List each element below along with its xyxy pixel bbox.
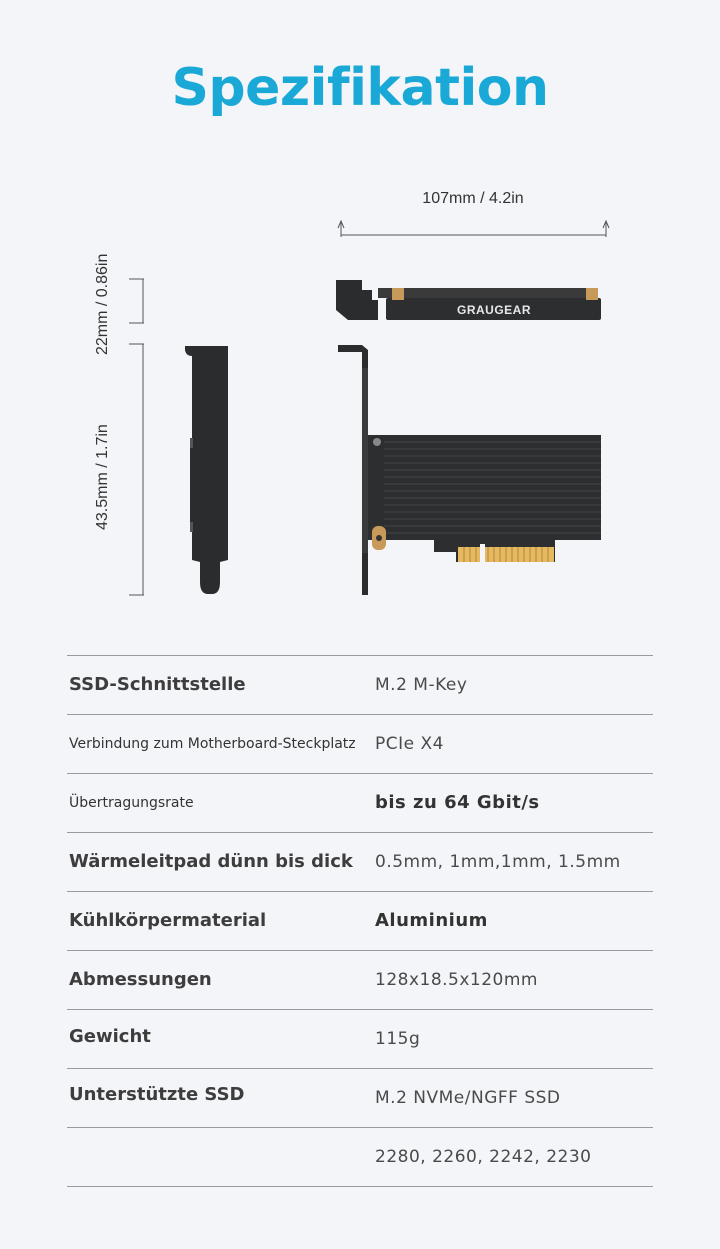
spec-row [67, 1068, 653, 1127]
card-top-view [336, 280, 601, 320]
spec-label: Wärmeleitpad dünn bis dick [69, 851, 353, 872]
spec-row [67, 832, 653, 891]
spec-row [67, 891, 653, 950]
card-front-view [338, 345, 601, 595]
spec-value: 0.5mm, 1mm,1mm, 1.5mm [375, 851, 621, 872]
spec-row [67, 773, 653, 832]
spec-value: M.2 M-Key [375, 674, 468, 695]
spec-value: PCIe X4 [375, 733, 444, 754]
spec-value: 115g [375, 1028, 421, 1049]
spec-row [67, 1009, 653, 1068]
bracket-side-view [185, 346, 228, 594]
product-dimension-diagram [0, 170, 720, 620]
spec-value: M.2 NVMe/NGFF SSD [375, 1087, 561, 1108]
spec-value: bis zu 64 Gbit/s [375, 792, 540, 813]
spec-row [67, 714, 653, 773]
spec-row [67, 655, 653, 714]
spec-value: 2280, 2260, 2242, 2230 [375, 1146, 592, 1167]
spec-label: Verbindung zum Motherboard-Steckplatz [69, 735, 356, 752]
spec-value: 128x18.5x120mm [375, 969, 538, 990]
brand-logo: GRAUGEAR [456, 303, 532, 317]
spec-label: Unterstützte SSD [69, 1083, 245, 1105]
spec-label: Übertragungsrate [69, 794, 194, 811]
spec-label: Kühlkörpermaterial [69, 910, 267, 931]
width-dimension-line [338, 221, 609, 237]
page-title: Spezifikation [171, 58, 549, 118]
spec-label: Gewicht [69, 1025, 151, 1047]
spec-value: Aluminium [375, 910, 488, 931]
spec-label: SSD-Schnittstelle [69, 674, 246, 695]
height-large-label: 43.5mm / 1.7in [94, 424, 111, 530]
spec-label: Abmessungen [69, 969, 212, 990]
width-dimension-label: 107mm / 4.2in [422, 190, 524, 207]
height-small-label: 22mm / 0.86in [94, 253, 111, 355]
spec-row [67, 1127, 653, 1187]
spec-table [67, 655, 653, 1187]
height-dimension-lines [129, 279, 144, 595]
spec-row [67, 950, 653, 1009]
